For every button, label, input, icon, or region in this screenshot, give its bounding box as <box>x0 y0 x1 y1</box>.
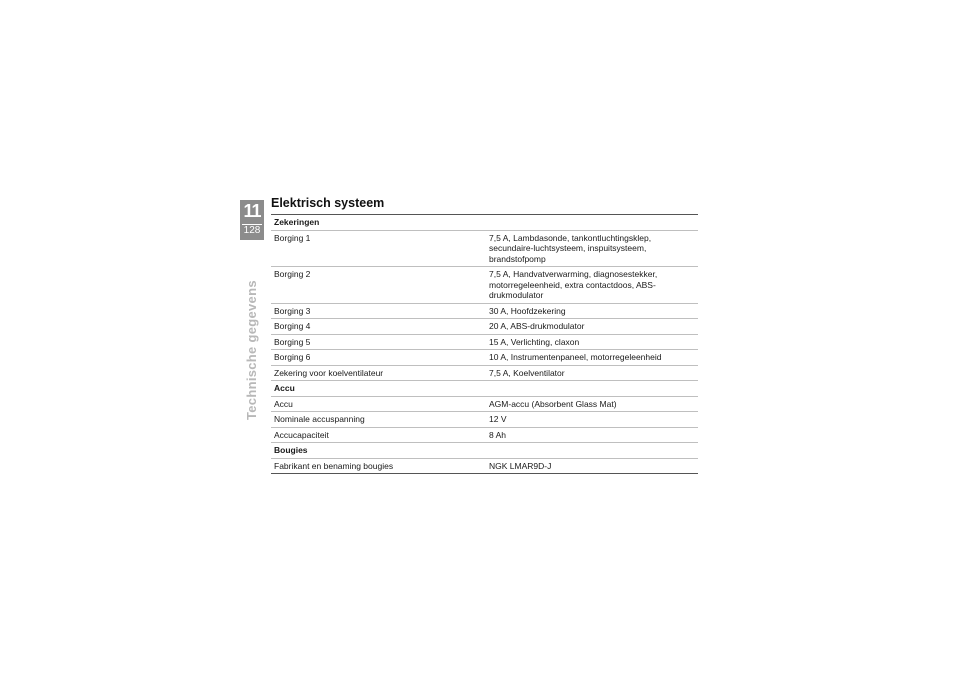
chapter-marker <box>240 200 264 240</box>
spec-value: 10 A, Instrumentenpaneel, motorregeleenheid <box>486 350 698 366</box>
spec-value: 8 Ah <box>486 427 698 443</box>
spec-label: Borging 4 <box>271 319 486 335</box>
spec-value: 7,5 A, Handvatverwarming, diagnosestekker, motorregeleenheid, extra contactdoos, ABS-drukmodulator <box>486 267 698 304</box>
group-heading-row <box>271 443 698 459</box>
table-row <box>271 303 698 319</box>
table-row <box>271 458 698 474</box>
spec-label: Accucapaciteit <box>271 427 486 443</box>
chapter-side-title: Technische gegevens <box>244 280 259 420</box>
table-row <box>271 427 698 443</box>
spec-value: 20 A, ABS-drukmodulator <box>486 319 698 335</box>
spec-table <box>271 214 698 474</box>
spec-label: Nominale accuspanning <box>271 412 486 428</box>
table-row <box>271 412 698 428</box>
group-heading: Accu <box>271 381 698 397</box>
group-heading: Bougies <box>271 443 698 459</box>
spec-value: AGM-accu (Absorbent Glass Mat) <box>486 396 698 412</box>
table-row <box>271 319 698 335</box>
spec-label: Borging 1 <box>271 230 486 267</box>
spec-label: Borging 2 <box>271 267 486 304</box>
spec-label: Borging 5 <box>271 334 486 350</box>
group-heading-row <box>271 381 698 397</box>
section-title: Elektrisch systeem <box>271 196 385 210</box>
spec-value: 7,5 A, Koelventilator <box>486 365 698 381</box>
table-row <box>271 267 698 304</box>
table-row <box>271 230 698 267</box>
group-heading-row <box>271 215 698 231</box>
spec-label: Fabrikant en benaming bougies <box>271 458 486 474</box>
spec-value: NGK LMAR9D-J <box>486 458 698 474</box>
chapter-number: 11 <box>243 201 261 221</box>
spec-label: Borging 6 <box>271 350 486 366</box>
table-row <box>271 396 698 412</box>
group-heading: Zekeringen <box>271 215 698 231</box>
spec-label: Zekering voor koelventilateur <box>271 365 486 381</box>
spec-label: Accu <box>271 396 486 412</box>
spec-value: 7,5 A, Lambdasonde, tankontluchtingsklep, secundaire-luchtsysteem, inspuitsysteem, brandstofpomp <box>486 230 698 267</box>
spec-label: Borging 3 <box>271 303 486 319</box>
spec-value: 30 A, Hoofdzekering <box>486 303 698 319</box>
table-row <box>271 350 698 366</box>
table-row <box>271 365 698 381</box>
table-row <box>271 334 698 350</box>
spec-value: 12 V <box>486 412 698 428</box>
spec-value: 15 A, Verlichting, claxon <box>486 334 698 350</box>
page-number: 128 <box>243 225 261 236</box>
